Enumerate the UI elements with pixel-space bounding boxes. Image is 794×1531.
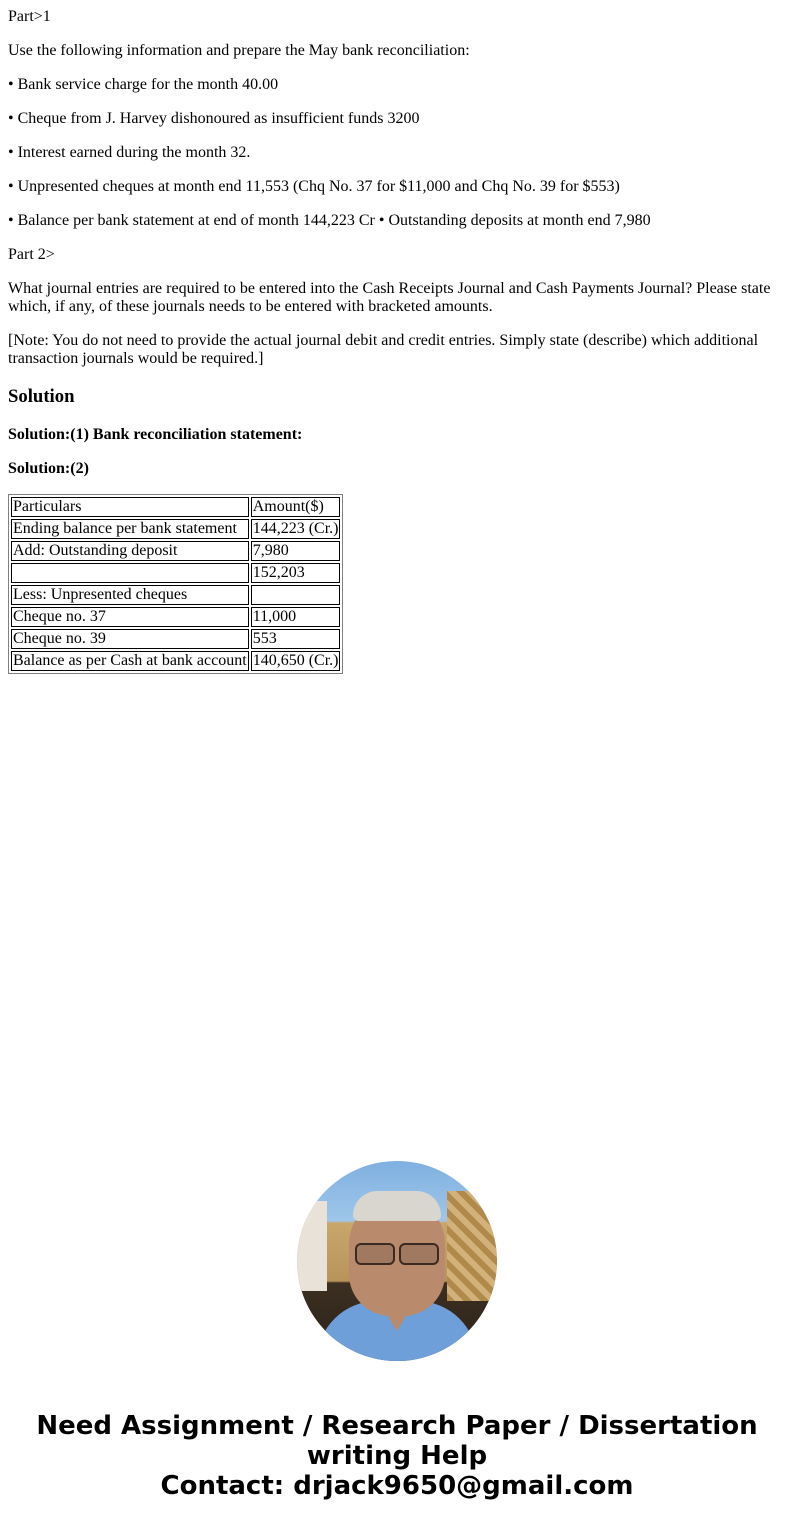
row-particulars: Cheque no. 39 <box>11 629 249 649</box>
part2-label: Part 2> <box>8 246 55 263</box>
solution-part1-title: Solution:(1) Bank reconciliation statement: <box>8 426 303 443</box>
row-particulars: Add: Outstanding deposit <box>11 541 249 561</box>
bullet-unpresented-cheques: • Unpresented cheques at month end 11,553 (Chq No. 37 for $11,000 and Chq No. 39 for $553) <box>8 178 620 195</box>
table-row <box>11 585 340 605</box>
promo-contact[interactable]: Contact: drjack9650@gmail.com <box>160 1471 634 1501</box>
promo-banner <box>0 1161 794 1501</box>
row-amount: 144,223 (Cr.) <box>252 520 339 537</box>
promo-line-2: writing Help <box>306 1441 488 1471</box>
reconciliation-table <box>8 494 343 674</box>
bullet-service-charge: • Bank service charge for the month 40.00 <box>8 76 279 93</box>
part1-label: Part>1 <box>8 8 51 25</box>
table-row <box>11 519 340 539</box>
author-avatar <box>297 1161 497 1361</box>
document-body <box>0 8 794 674</box>
row-particulars: Less: Unpresented cheques <box>11 585 249 605</box>
bullet-interest: • Interest earned during the month 32. <box>8 144 251 161</box>
row-amount: 7,980 <box>251 541 341 561</box>
row-particulars <box>11 563 249 583</box>
solution-part2-title: Solution:(2) <box>8 460 89 477</box>
header-particulars: Particulars <box>11 497 249 517</box>
note: [Note: You do not need to provide the actual journal debit and credit entries. Simply state (describe) which additional transaction journals would be required.] <box>8 332 759 367</box>
row-amount: 152,203 <box>251 563 341 583</box>
row-particulars: Balance as per Cash at bank account <box>13 652 247 669</box>
row-amount: 553 <box>251 629 341 649</box>
table-row <box>11 541 340 561</box>
table-row <box>11 629 340 649</box>
promo-text <box>0 1411 794 1501</box>
row-amount: 140,650 (Cr.) <box>252 652 339 669</box>
part2-question: What journal entries are required to be entered into the Cash Receipts Journal and Cash Payments Journal? Please state which, if any, of these journals needs to be entered with bracketed amounts. <box>8 280 771 315</box>
solution-heading: Solution <box>8 386 75 407</box>
table-row <box>11 651 340 671</box>
row-amount: 11,000 <box>251 607 341 627</box>
bullet-balance-deposits: • Balance per bank statement at end of month 144,223 Cr • Outstanding deposits at month end 7,980 <box>8 212 651 229</box>
row-amount <box>251 585 341 605</box>
header-amount: Amount($) <box>251 497 341 517</box>
row-particulars: Ending balance per bank statement <box>11 519 249 539</box>
bullet-dishonoured-cheque: • Cheque from J. Harvey dishonoured as insufficient funds 3200 <box>8 110 420 127</box>
table-header-row <box>11 497 340 517</box>
promo-line-1: Need Assignment / Research Paper / Dissertation <box>36 1411 758 1441</box>
table-row <box>11 607 340 627</box>
row-particulars: Cheque no. 37 <box>11 607 249 627</box>
table-row <box>11 563 340 583</box>
question-intro: Use the following information and prepare the May bank reconciliation: <box>8 42 470 59</box>
